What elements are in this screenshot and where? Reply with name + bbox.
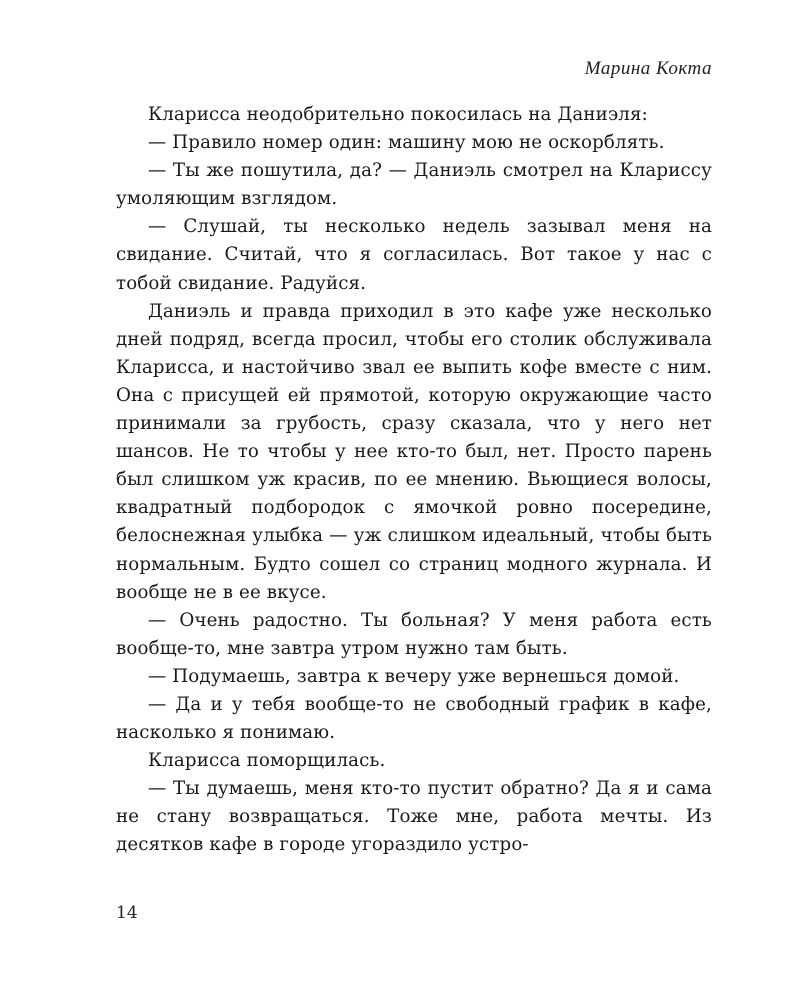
paragraph: — Подумаешь, завтра к вечеру уже вернешься домой. bbox=[148, 665, 680, 687]
paragraph: — Ты же пошутила, да? — Даниэль смотрел на Клариссу умоляющим взглядом. bbox=[116, 160, 712, 210]
body-text bbox=[116, 101, 712, 860]
paragraph: — Очень радостно. Ты больная? У меня работа есть вообще-то, мне завтра утром нужно там быть. bbox=[116, 609, 712, 659]
paragraph: — Ты думаешь, меня кто-то пустит обратно? Да я и сама не стану возвращаться. Тоже мне, работа мечты. Из десятков кафе в городе угораздило устро- bbox=[116, 778, 712, 856]
paragraph: Кларисса неодобрительно покосилась на Даниэля: bbox=[148, 104, 648, 125]
paragraph: Даниэль и правда приходил в это кафе уже несколько дней подряд, всегда просил, чтобы его столик обслуживала Кларисса, и настойчиво звал ее выпить кофе вместе с ним. Она с присущей ей прямотой, которую окружающие часто принимали за грубость, сразу сказала, что у него нет шансов. Не то чтобы у нее кто-то был, нет. Просто парень был слишком уж красив, по ее мнению. Вьющиеся волосы, квадратный подбородок с ямочкой ровно посередине, белоснежная улыбка — уж слишком идеальный, чтобы быть нормальным. Будто сошел со страниц модного журнала. И вообще не в ее вкусе. bbox=[116, 300, 712, 603]
paragraph: — Слушай, ты несколько недель зазывал меня на свидание. Считай, что я согласилась. Вот такое у нас с тобой свидание. Радуйся. bbox=[116, 216, 712, 294]
paragraph: — Да и у тебя вообще-то не свободный график в кафе, насколько я понимаю. bbox=[116, 693, 712, 744]
paragraph: — Правило номер один: машину мою не оскорблять. bbox=[148, 132, 665, 154]
paragraph: Кларисса поморщилась. bbox=[148, 750, 386, 772]
page-number: 14 bbox=[116, 903, 138, 923]
running-head-author: Марина Кокта bbox=[584, 58, 712, 79]
